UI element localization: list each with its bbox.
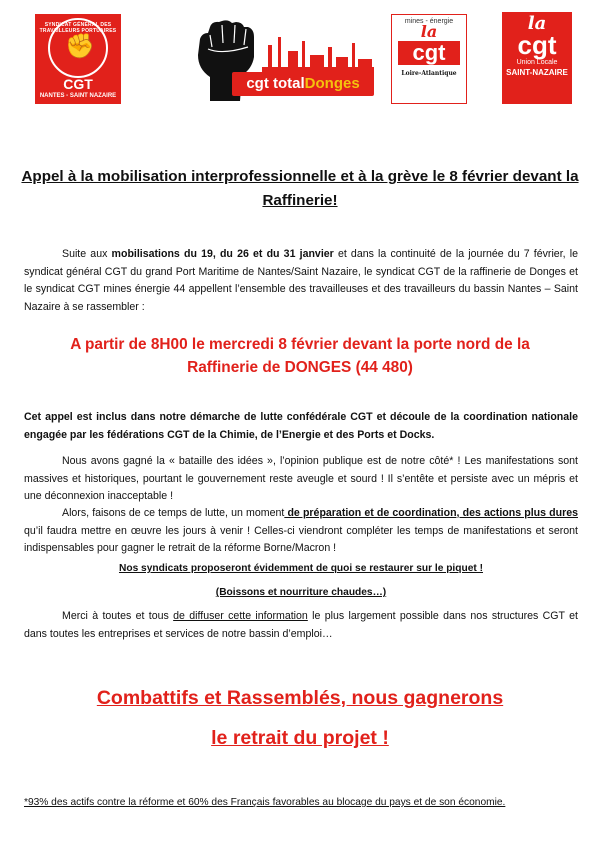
banner-text-2: Donges: [304, 75, 360, 92]
thanks-text-c: le plus largement possible dans nos structures CGT et dans toutes les entreprises et services de notre bassin d’emploi…: [24, 610, 578, 640]
rally-line-2: Raffinerie de DONGES (44 480): [187, 359, 413, 376]
logo-ring-text: SYNDICAT GÉNÉRAL DES TRAVAILLEURS PORTUAIRES: [39, 22, 117, 34]
logo-name: cgt: [398, 41, 460, 65]
intro-text-c: et dans la continuité de la journée du 7 février, le syndicat général CGT du grand Port Maritime de Nantes/Saint Nazaire, le syndicat CGT de la raffinerie de Donges et le syndicat CGT mines énergie 44 appellent l’ensemble des travailleuses et des travailleurs du bassin Nantes – Saint Nazaire à se rassembler :: [24, 248, 578, 313]
thanks-paragraph: [24, 608, 578, 643]
logo-banner: [232, 72, 374, 96]
logo-bar: [0, 0, 600, 120]
action-text-bold: de préparation et de coordination, des actions plus dures: [284, 507, 578, 519]
cgt-total-donges-logo: [192, 17, 376, 103]
context-paragraph: Cet appel est inclus dans notre démarche de lutte confédérale CGT et découle de la coordination nationale engagée par les fédérations CGT de la Chimie, de l’Energie et des Ports et Docks.: [24, 411, 578, 441]
thanks-text-a: Merci à toutes et tous: [62, 610, 174, 622]
logo-name: CGT: [63, 76, 93, 92]
closing-slogan-1: Combattifs et Rassemblés, nous gagnerons: [96, 687, 504, 709]
thanks-text-underlined: de diffuser cette information: [173, 610, 308, 622]
action-text-a: Alors, faisons de ce temps de lutte, un moment: [62, 507, 285, 519]
logo-city: SAINT-NAZAIRE: [506, 68, 568, 77]
action-paragraph: [24, 505, 578, 558]
opinion-paragraph: Nous avons gagné la « bataille des idées », l’opinion publique est de notre côté* ! Les manifestations sont massives et historiques, pourtant le gouvernement reste aveugle et sourd ! Il s’entête et persiste avec un mépris et une déconnexion inacceptable !: [24, 455, 578, 502]
rally-announcement: [20, 333, 580, 379]
logo-top-text: mines - énergie: [404, 18, 454, 25]
cgt-ports-logo: [35, 14, 121, 104]
cgt-union-locale-logo: [502, 12, 572, 104]
document-title: Appel à la mobilisation interprofessionnelle et à la grève le 8 février devant la Raffinerie!: [21, 168, 579, 209]
intro-paragraph: [24, 246, 578, 316]
food-notice: Nos syndicats proposeront évidemment de quoi se restaurer sur le piquet !: [118, 563, 483, 574]
cgt-mines-energie-logo: [391, 14, 467, 104]
closing-slogan-2: le retrait du projet !: [211, 727, 389, 749]
logo-name: cgt: [517, 30, 557, 60]
logo-la: la: [527, 13, 547, 34]
food-notice-detail: (Boissons et nourriture chaudes…): [215, 587, 387, 598]
rally-line-1: A partir de 8H00 le mercredi 8 février devant la porte nord de la: [70, 336, 530, 353]
footnote: *93% des actifs contre la réforme et 60% des Français favorables au blocage du pays et de son économie.: [24, 797, 506, 808]
action-text-c: qu’il faudra mettre en œuvre les jours à venir ! Celles-ci viendront compléter les temps de manifestations et seront indispensables pour gagner le retrait de la réforme Borne/Macron !: [24, 524, 578, 554]
intro-text-a: Suite aux: [62, 248, 112, 260]
logo-subtitle: NANTES - SAINT NAZAIRE: [39, 93, 117, 99]
intro-text-bold: mobilisations du 19, du 26 et du 31 janvier: [111, 248, 334, 260]
logo-subtitle: Union Locale: [516, 59, 558, 66]
logo-la: la: [420, 22, 438, 41]
logo-subtitle: Loire-Atlantique: [401, 70, 457, 77]
banner-text-1: cgt total: [246, 75, 305, 92]
fist-icon: ✊: [65, 33, 95, 60]
